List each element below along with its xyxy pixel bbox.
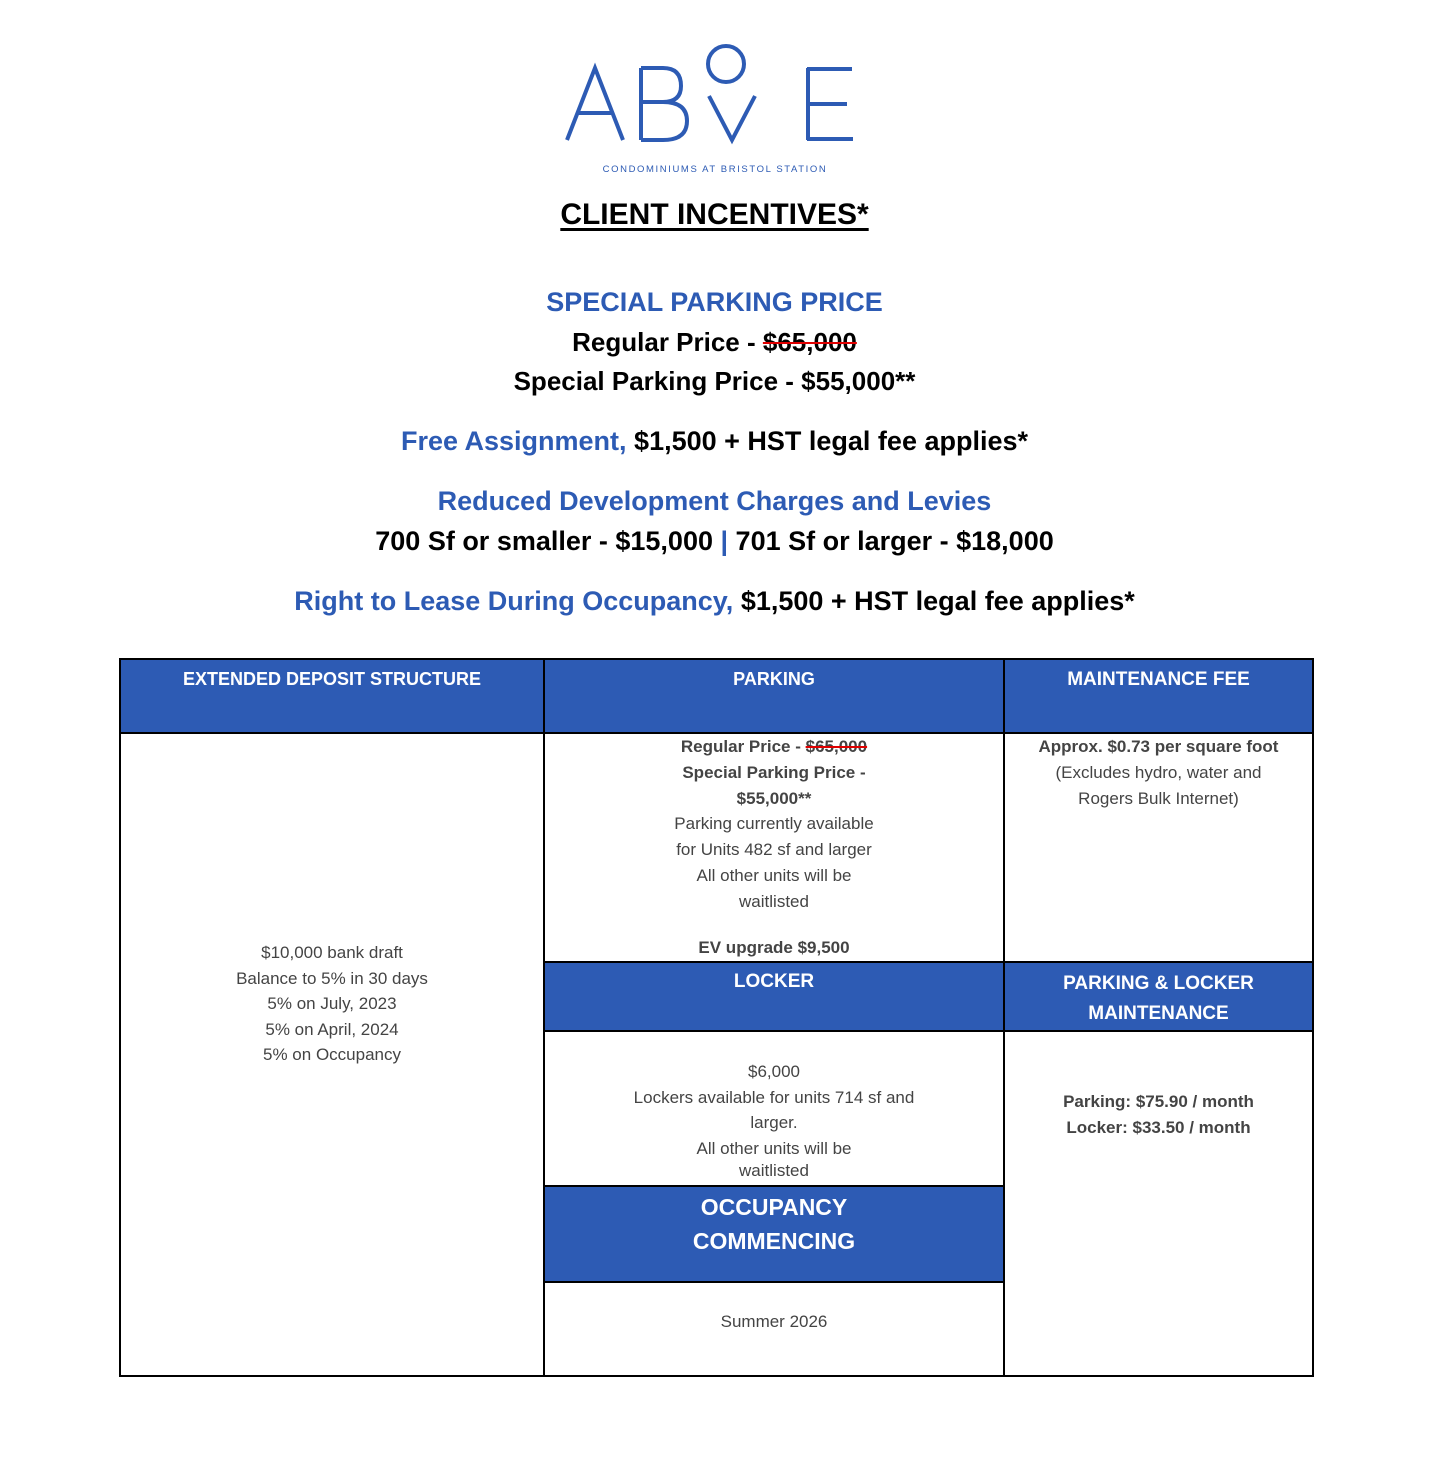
parking-regular-value: $65,000 bbox=[805, 737, 868, 756]
locker-body bbox=[543, 1030, 1005, 1187]
occupancy-header-text: OCCUPANCY bbox=[700, 1194, 848, 1220]
logo-tagline: CONDOMINIUMS AT BRISTOL STATION bbox=[602, 164, 828, 175]
free-assignment-label: Free Assignment, bbox=[400, 426, 635, 456]
maintenance-body bbox=[1003, 732, 1314, 963]
regular-price-label: Regular Price - bbox=[572, 327, 763, 357]
right-to-lease-detail: $1,500 + HST legal fee applies* bbox=[740, 586, 1135, 616]
page-title bbox=[0, 198, 1429, 232]
pl-maintenance-header-text: PARKING & LOCKER bbox=[1063, 973, 1254, 994]
above-logo-wordmark bbox=[555, 40, 875, 152]
maintenance-rate: Approx. $0.73 per square foot bbox=[1038, 737, 1279, 756]
regular-price-line bbox=[0, 327, 1429, 358]
dev-charges-small: 700 Sf or smaller - $15,000 bbox=[375, 526, 721, 556]
special-parking-price-line: Special Parking Price - $55,000** bbox=[513, 366, 916, 396]
parking-regular-label: Regular Price - bbox=[680, 737, 806, 756]
locker-header bbox=[543, 961, 1005, 1032]
deposit-header-text: EXTENDED DEPOSIT STRUCTURE bbox=[182, 669, 482, 689]
deposit-line: 5% on April, 2024 bbox=[265, 1019, 399, 1039]
dev-charges-line bbox=[0, 526, 1429, 557]
maintenance-note: Rogers Bulk Internet) bbox=[1078, 789, 1239, 808]
occupancy-header bbox=[543, 1185, 1005, 1283]
parking-availability: waitlisted bbox=[739, 891, 809, 911]
regular-price-value: $65,000 bbox=[762, 327, 857, 357]
pl-maintenance-header bbox=[1003, 961, 1314, 1032]
special-parking-heading: SPECIAL PARKING PRICE bbox=[546, 287, 883, 317]
locker-availability: Lockers available for units 714 sf and bbox=[633, 1087, 915, 1107]
free-assignment-line bbox=[0, 426, 1429, 457]
parking-availability: for Units 482 sf and larger bbox=[676, 840, 872, 860]
deposit-body bbox=[119, 732, 545, 1377]
parking-availability: Parking currently available bbox=[674, 814, 874, 834]
parking-special-label: Special Parking Price - bbox=[682, 762, 866, 782]
parking-regular-price bbox=[545, 734, 1003, 760]
deposit-line: $10,000 bank draft bbox=[261, 943, 403, 962]
occupancy-date: Summer 2026 bbox=[720, 1312, 828, 1331]
maintenance-note: (Excludes hydro, water and bbox=[1055, 763, 1262, 782]
maintenance-header-text: MAINTENANCE FEE bbox=[1067, 669, 1250, 690]
page-title-text: CLIENT INCENTIVES* bbox=[560, 198, 869, 231]
parking-maintenance-fee: Parking: $75.90 / month bbox=[1063, 1092, 1254, 1111]
locker-header-text: LOCKER bbox=[733, 971, 815, 992]
occupancy-body bbox=[543, 1281, 1005, 1377]
parking-availability: All other units will be bbox=[696, 865, 852, 885]
deposit-line: 5% on July, 2023 bbox=[267, 994, 397, 1013]
pl-maintenance-header-text: MAINTENANCE bbox=[1088, 1003, 1229, 1024]
deposit-header bbox=[119, 658, 545, 734]
dev-charges-large: 701 Sf or larger - $18,000 bbox=[728, 526, 1054, 556]
free-assignment-detail: $1,500 + HST legal fee applies* bbox=[634, 426, 1028, 456]
right-to-lease-line bbox=[0, 586, 1429, 617]
deposit-line: 5% on Occupancy bbox=[263, 1045, 401, 1064]
parking-header bbox=[543, 658, 1005, 734]
parking-body bbox=[543, 732, 1005, 963]
ev-upgrade: EV upgrade $9,500 bbox=[698, 937, 850, 957]
right-to-lease-label: Right to Lease During Occupancy, bbox=[294, 586, 741, 616]
locker-availability: All other units will be bbox=[696, 1138, 852, 1158]
dev-charges-heading: Reduced Development Charges and Levies bbox=[437, 486, 992, 516]
locker-availability: larger. bbox=[750, 1113, 798, 1132]
maintenance-header bbox=[1003, 658, 1314, 734]
parking-special-value: $55,000** bbox=[736, 788, 812, 808]
brand-logo bbox=[555, 40, 875, 180]
occupancy-header-text: COMMENCING bbox=[692, 1228, 856, 1254]
pl-maintenance-body bbox=[1003, 1030, 1314, 1377]
parking-header-text: PARKING bbox=[733, 669, 815, 689]
locker-availability: waitlisted bbox=[739, 1161, 809, 1180]
deposit-line: Balance to 5% in 30 days bbox=[236, 968, 428, 988]
locker-price: $6,000 bbox=[748, 1062, 800, 1081]
dev-charges-separator: | bbox=[720, 526, 729, 556]
locker-maintenance-fee: Locker: $33.50 / month bbox=[1066, 1118, 1251, 1137]
